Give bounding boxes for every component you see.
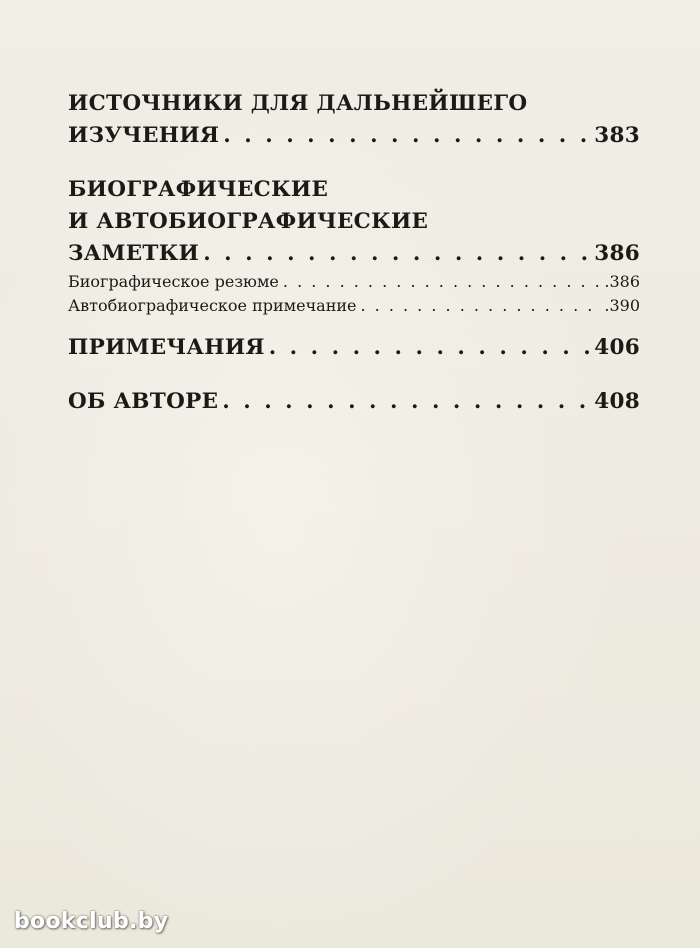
toc-entry-title-line: ИСТОЧНИКИ ДЛЯ ДАЛЬНЕЙШЕГО xyxy=(68,91,528,116)
toc-entry-leader-line xyxy=(68,386,640,418)
toc-subentry-title: Автобиографическое примечание xyxy=(68,296,357,315)
toc-entry-title-last: ЗАМЕТКИ xyxy=(68,241,200,266)
toc-entry-sources xyxy=(68,88,640,152)
toc-page-number: 406 xyxy=(594,335,640,360)
toc-entry-title-last: ОБ АВТОРЕ xyxy=(68,389,219,414)
toc-page-number: .386 xyxy=(604,272,640,291)
toc-entry-title-line: И АВТОБИОГРАФИЧЕСКИЕ xyxy=(68,209,429,234)
toc-entry-leader-line xyxy=(68,120,640,152)
toc-entry-title-last: ИЗУЧЕНИЯ xyxy=(68,123,220,148)
toc-entry-title-last: ПРИМЕЧАНИЯ xyxy=(68,335,265,360)
toc-page-number: 408 xyxy=(594,389,640,414)
toc-entry-title-line: БИОГРАФИЧЕСКИЕ xyxy=(68,177,329,202)
dot-leader xyxy=(269,332,591,364)
toc-entry-leader-line xyxy=(68,238,640,270)
toc-entry-notes xyxy=(68,332,640,364)
toc-entry-leader-line xyxy=(68,332,640,364)
watermark-logo: bookclub.by xyxy=(14,909,169,934)
dot-leader xyxy=(283,270,600,294)
toc-subentries xyxy=(68,270,640,318)
table-of-contents xyxy=(68,88,640,418)
toc-page-number: 386 xyxy=(594,241,640,266)
toc-entry-about-author xyxy=(68,386,640,418)
toc-page-number: .390 xyxy=(604,296,640,315)
dot-leader xyxy=(223,120,590,152)
dot-leader xyxy=(203,238,590,270)
toc-entry-biographical-notes xyxy=(68,174,640,318)
toc-subentry-autobio-note xyxy=(68,294,640,318)
toc-page-number: 383 xyxy=(594,123,640,148)
dot-leader xyxy=(222,386,590,418)
toc-subentry-bio-summary xyxy=(68,270,640,294)
dot-leader xyxy=(360,294,600,318)
toc-subentry-title: Биографическое резюме xyxy=(68,272,279,291)
